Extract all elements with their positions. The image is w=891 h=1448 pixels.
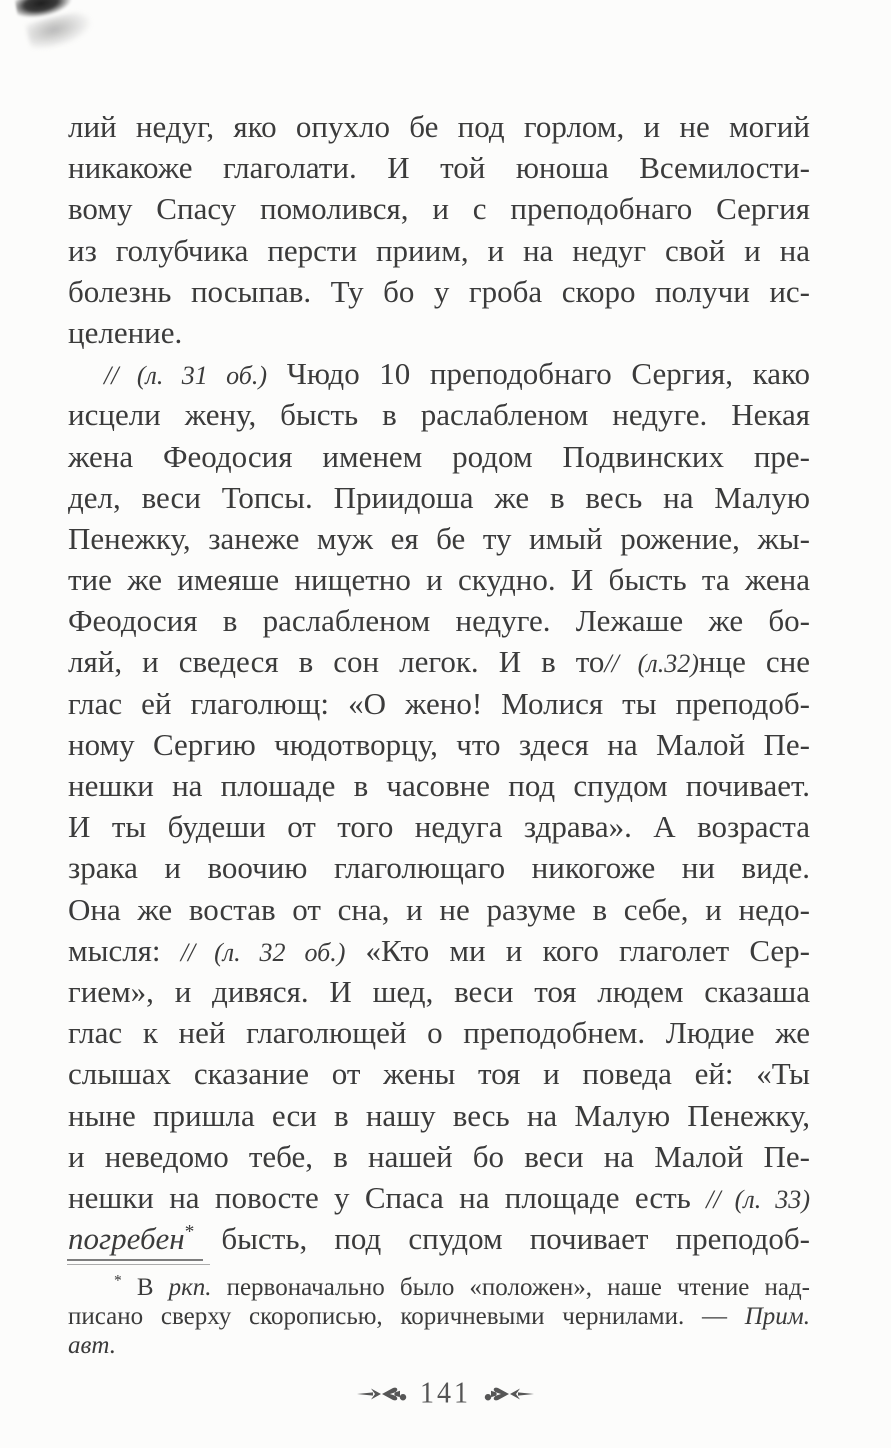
text-run: первоначально было «положен», наше чтение над- (211, 1274, 810, 1301)
footnote-line (68, 1331, 810, 1360)
text-line (68, 765, 810, 806)
text-line (68, 600, 810, 641)
text-line (68, 806, 810, 847)
text-line (68, 971, 810, 1012)
folio-reference: // (л. 31 об.) (104, 361, 268, 391)
main-text-block (68, 106, 810, 1259)
text-run: бысть, под спудом почивает преподоб- (194, 1221, 810, 1257)
text-run: Пенежку, занеже муж ея бе ту имый рожение, жы- (68, 520, 810, 556)
ink-smudge-artifact-faint (25, 8, 96, 53)
footer-ornament-right-icon (484, 1385, 534, 1403)
text-run: из голубчика персти приим, и на недуг свой и на (68, 232, 810, 268)
page-number: 141 (420, 1376, 471, 1411)
text-run: ныне пришла еси в нашу весь на Малую Пенежку, (68, 1097, 810, 1133)
text-run: никакоже глаголати. И той юноша Всемилости- (68, 150, 810, 186)
footnote-marker: * (114, 1272, 122, 1290)
text-line (68, 188, 810, 229)
footnote-line (68, 1273, 810, 1302)
footnote-rule (67, 1259, 203, 1261)
text-run: глас к ней глаголющей о преподобнем. Людие же (68, 1015, 810, 1051)
text-line (68, 724, 810, 765)
text-run: болезнь посыпав. Ту бо у гроба скоро получи ис- (68, 273, 810, 309)
text-line (68, 559, 810, 600)
text-run: ляй, и сведеся в сон легок. И в то (68, 644, 605, 680)
text-line (68, 312, 810, 353)
text-line (68, 847, 810, 888)
text-run: слышах сказание от жены тоя и поведа ей: «Ты (68, 1056, 810, 1092)
text-line (68, 394, 810, 435)
text-run: И ты будеши от того недуга здрава». А возраста (68, 809, 810, 845)
text-run: жена Феодосия именем родом Подвинских пре- (68, 438, 810, 474)
text-run: нешки на плошаде в часовне под спудом почивает. (68, 768, 810, 803)
text-run: «Кто ми и кого глаголет Сер- (345, 932, 810, 968)
text-line (68, 1218, 810, 1259)
text-line (68, 477, 810, 518)
footnote-rule-shadow (67, 1264, 210, 1265)
text-run: целение. (68, 314, 183, 350)
text-run: гием», и дивяся. И шед, веси тоя людем сказаша (68, 973, 810, 1009)
text-run: и неведомо тебе, в нашей бо веси на Малой Пе- (68, 1138, 810, 1174)
text-line (68, 1012, 810, 1053)
footnote-block (68, 1273, 810, 1360)
ink-smudge-artifact (14, 0, 73, 21)
text-line (68, 436, 810, 477)
text-run: зрака и воочию глаголющаго никогоже ни виде. (68, 850, 810, 886)
text-line (68, 271, 810, 312)
text-run: нешки на повосте у Спаса на площаде есть (68, 1179, 707, 1215)
text-line (68, 683, 810, 724)
text-run: мысля: (68, 932, 181, 968)
text-run: писано сверху скорописью, коричневыми чернилами. — (68, 1303, 745, 1330)
footnote-asterisk: * (184, 1221, 195, 1243)
text-line (68, 930, 810, 971)
folio-reference: // (л. 33) (706, 1184, 810, 1214)
footer-ornament-left-icon (357, 1385, 407, 1403)
italic-text: ркп. (168, 1274, 212, 1301)
folio-reference: // (л.32) (604, 649, 699, 679)
italic-text: Прим. (744, 1303, 810, 1330)
text-line (68, 1177, 810, 1218)
italic-text: авт. (68, 1332, 116, 1359)
page-footer (0, 1378, 891, 1410)
text-run: Чюдо 10 преподобнаго Сергия, како (267, 356, 810, 392)
text-run: исцели жену, бысть в раслабленом недуге. Некая (68, 397, 810, 433)
text-line (68, 353, 810, 394)
text-run: Феодосия в раслабленом недуге. Лежаше же бо- (68, 603, 810, 639)
text-run: дел, веси Топсы. Приидоша же в весь на Малую (68, 479, 810, 515)
folio-reference: // (л. 32 об.) (180, 937, 346, 967)
text-line (68, 230, 810, 271)
text-line (68, 106, 810, 147)
text-line (68, 1095, 810, 1136)
text-line (68, 1136, 810, 1177)
text-line (68, 147, 810, 188)
italic-text: погребен (68, 1221, 185, 1257)
text-run: тие же имеяше нищетно и скудно. И бысть та жена (68, 562, 810, 598)
text-line (68, 1053, 810, 1094)
text-run: нце сне (698, 644, 810, 680)
text-run: Она же востав от сна, и не разуме в себе, и недо- (68, 891, 810, 927)
text-run: В (121, 1274, 169, 1301)
footnote-line (68, 1302, 810, 1331)
text-run: глас ей глаголющ: «О жено! Молися ты преподоб- (68, 685, 810, 721)
text-run: вому Спасу помолився, и с преподобнаго Сергия (68, 191, 810, 227)
text-run: лий недуг, яко опухло бе под горлом, и не могий (68, 109, 810, 144)
text-line (68, 518, 810, 559)
text-run: ному Сергию чюдотворцу, что здеся на Малой Пе- (68, 726, 810, 762)
text-line (68, 641, 810, 682)
text-line (68, 889, 810, 930)
